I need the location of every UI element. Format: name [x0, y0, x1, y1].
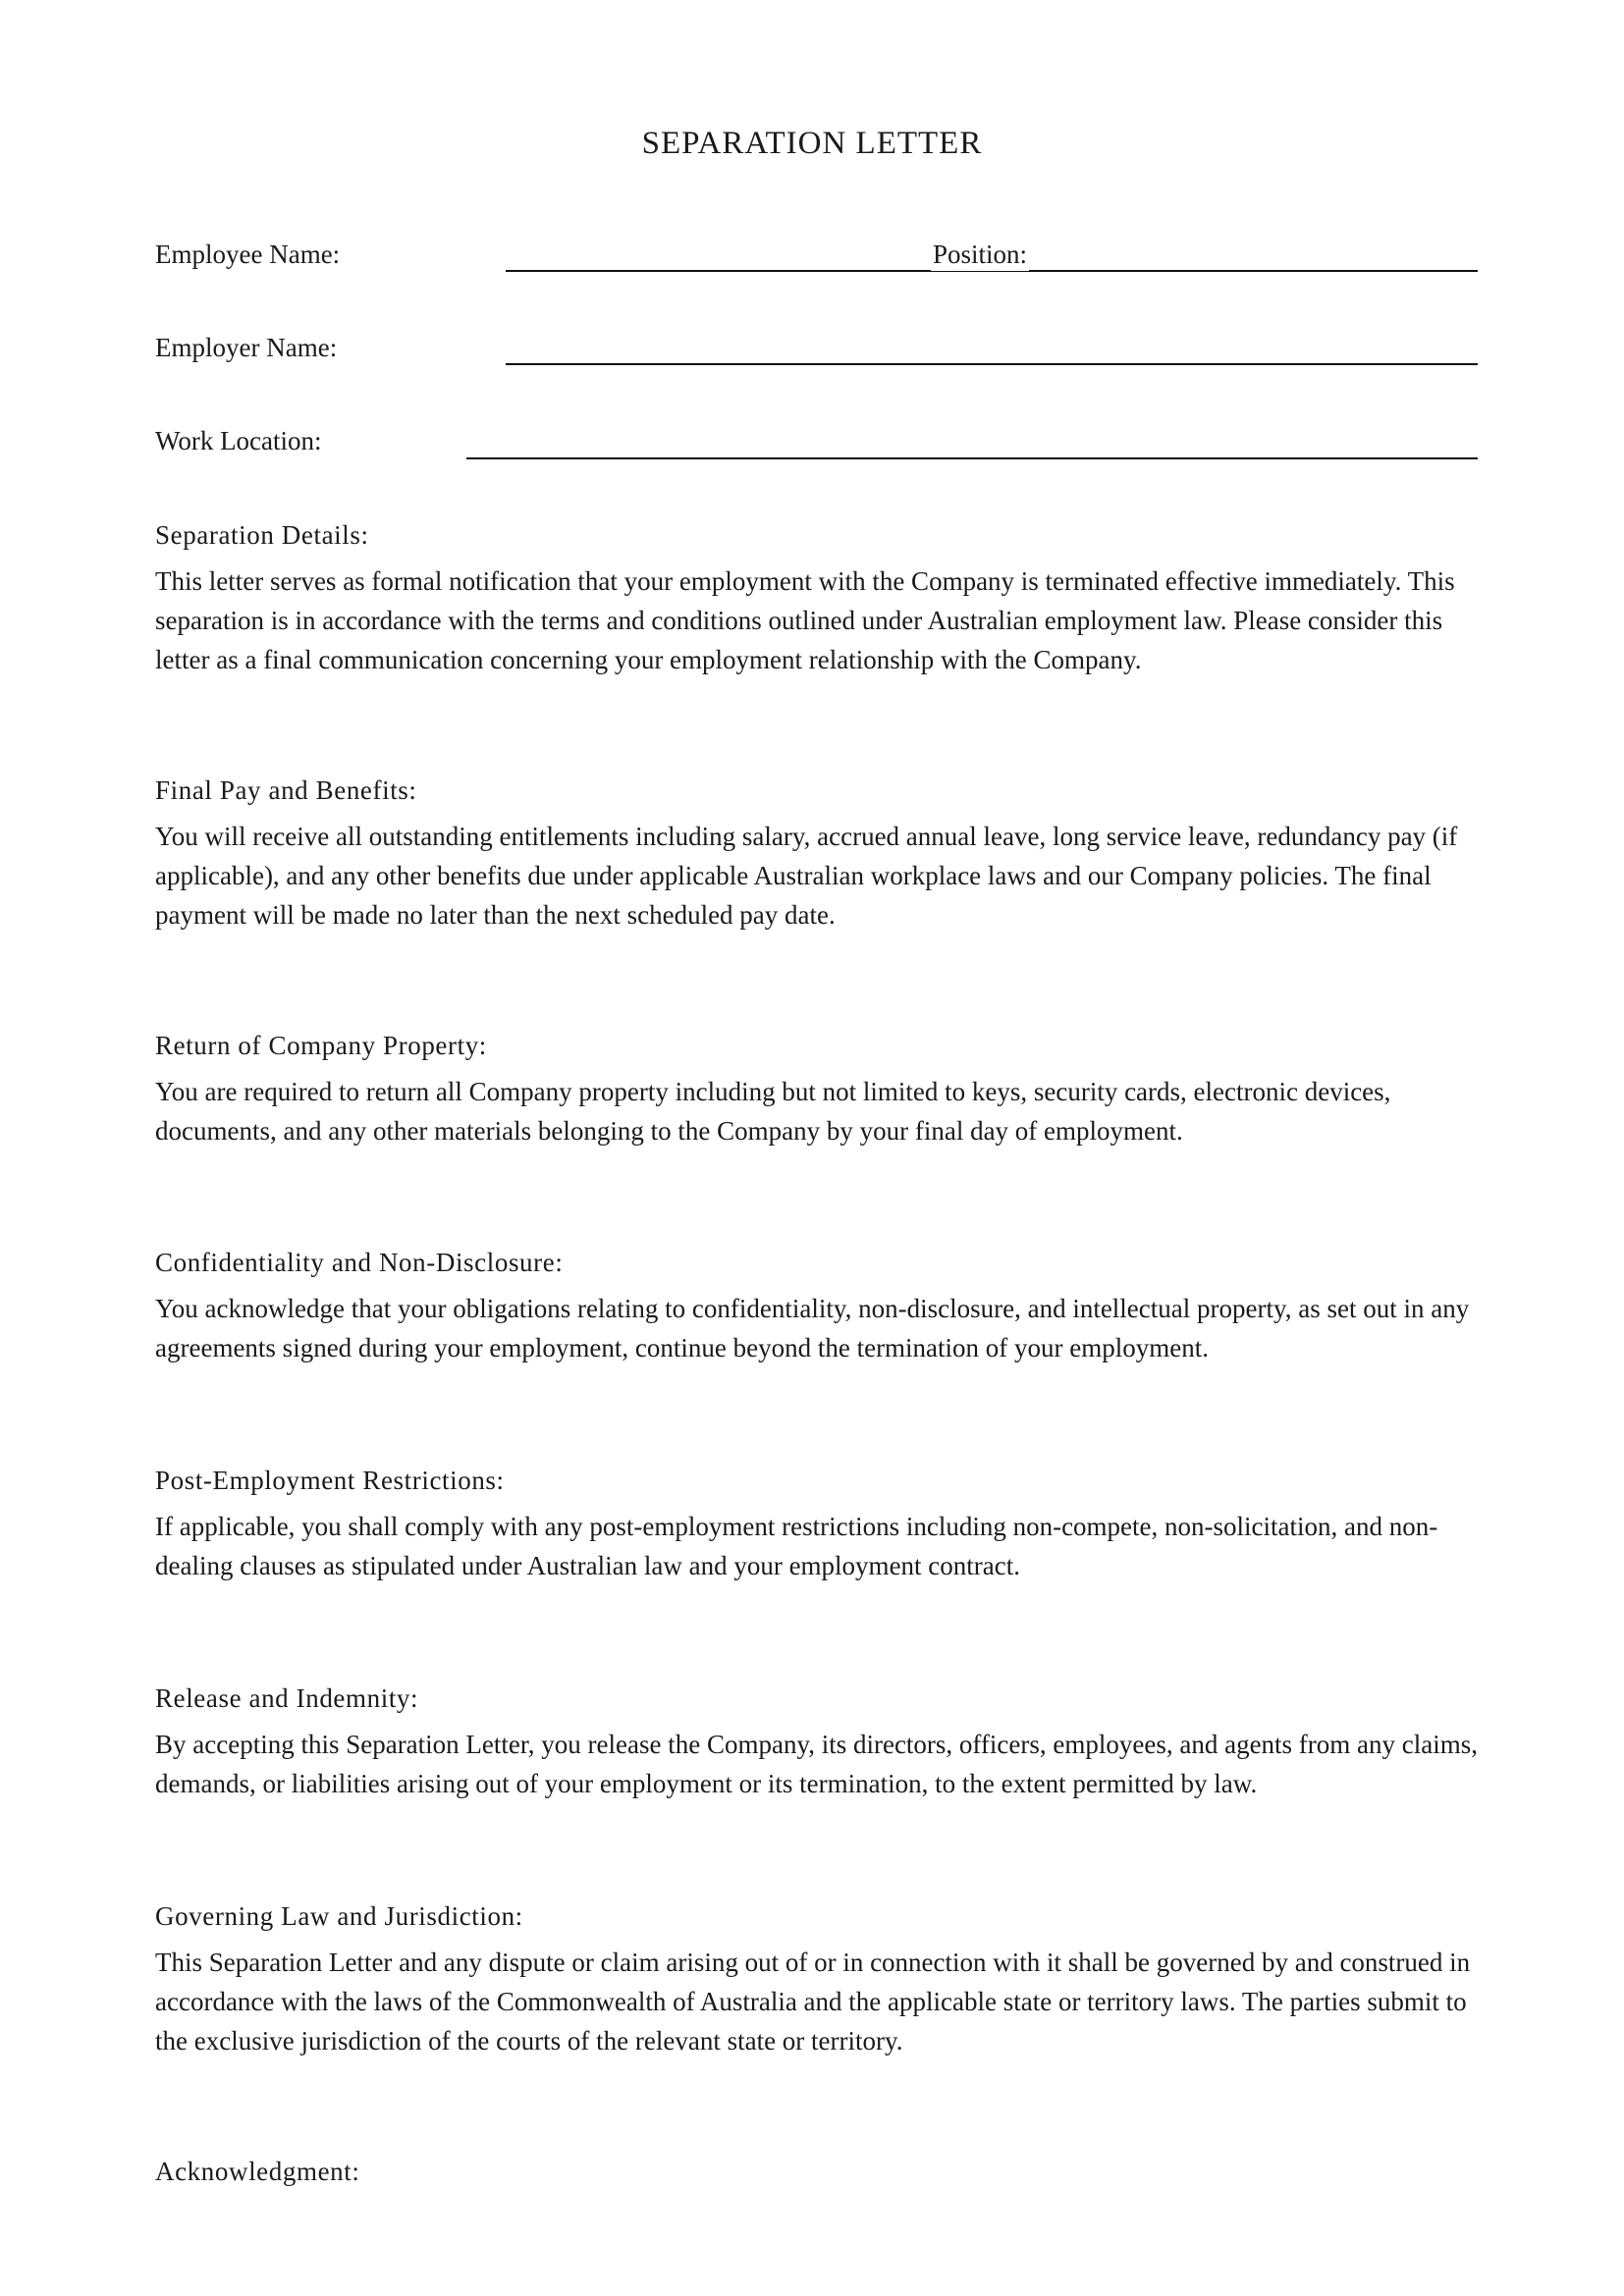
- section-post-employment-restrictions: [155, 1464, 1490, 1585]
- employer-name-label: Employer Name:: [155, 333, 338, 362]
- document-title: SEPARATION LETTER: [641, 126, 983, 161]
- section-heading: Post-Employment Restrictions:: [155, 1466, 505, 1495]
- section-separation-details: [155, 518, 1490, 679]
- section-confidentiality: [155, 1246, 1490, 1367]
- section-return-of-company-property: [155, 1029, 1490, 1150]
- section-release-and-indemnity: [155, 1682, 1490, 1803]
- section-heading: Confidentiality and Non-Disclosure:: [155, 1248, 564, 1277]
- section-governing-law: [155, 1899, 1490, 2060]
- section-heading: Separation Details:: [155, 520, 369, 550]
- section-body: You will receive all outstanding entitlements including salary, accrued annual leave, long service leave, redundancy pay (if applicable), and any other benefits due under applicable Australian workplace laws and our Company policies. The final payment will be made no later than the next scheduled pay date.: [155, 822, 1458, 930]
- section-heading: Final Pay and Benefits:: [155, 775, 417, 805]
- section-body: This Separation Letter and any dispute or claim arising out of or in connection with it shall be governed by and construed in accordance with the laws of the Commonwealth of Australia and the applicable state or territory laws. The parties submit to the exclusive jurisdiction of the courts of the relevant state or territory.: [155, 1948, 1471, 2056]
- work-location-label: Work Location:: [155, 426, 322, 455]
- position-label: Position:: [933, 240, 1028, 269]
- section-heading: Governing Law and Jurisdiction:: [155, 1901, 523, 1931]
- section-body: You acknowledge that your obligations relating to confidentiality, non-disclosure, and intellectual property, as set out in any agreements signed during your employment, continue beyond the termination of your employment.: [155, 1294, 1470, 1362]
- section-body: By accepting this Separation Letter, you release the Company, its directors, officers, employees, and agents from any claims, demands, or liabilities arising out of your employment or its termination, to the extent permitted by law.: [155, 1730, 1479, 1798]
- section-acknowledgment: [155, 2155, 1490, 2198]
- employee-name-label: Employee Name:: [155, 240, 341, 269]
- section-final-pay-and-benefits: [155, 774, 1490, 934]
- section-heading: Acknowledgment:: [155, 2157, 360, 2186]
- section-body: This letter serves as formal notification that your employment with the Company is terminated effective immediately. This separation is in accordance with the terms and conditions outlined under Australian employment law. Please consider this letter as a final communication concerning your employment relationship with the Company.: [155, 566, 1455, 674]
- section-heading: Release and Indemnity:: [155, 1683, 419, 1713]
- work-location-field[interactable]: [466, 457, 1478, 459]
- section-heading: Return of Company Property:: [155, 1031, 487, 1060]
- employer-name-field[interactable]: [506, 363, 1478, 365]
- section-body: If applicable, you shall comply with any post-employment restrictions including non-compete, non-solicitation, and non-dealing clauses as stipulated under Australian law and your employment contract.: [155, 1512, 1438, 1580]
- section-body: You are required to return all Company property including but not limited to keys, security cards, electronic devices, documents, and any other materials belonging to the Company by your final day of employment.: [155, 1077, 1391, 1146]
